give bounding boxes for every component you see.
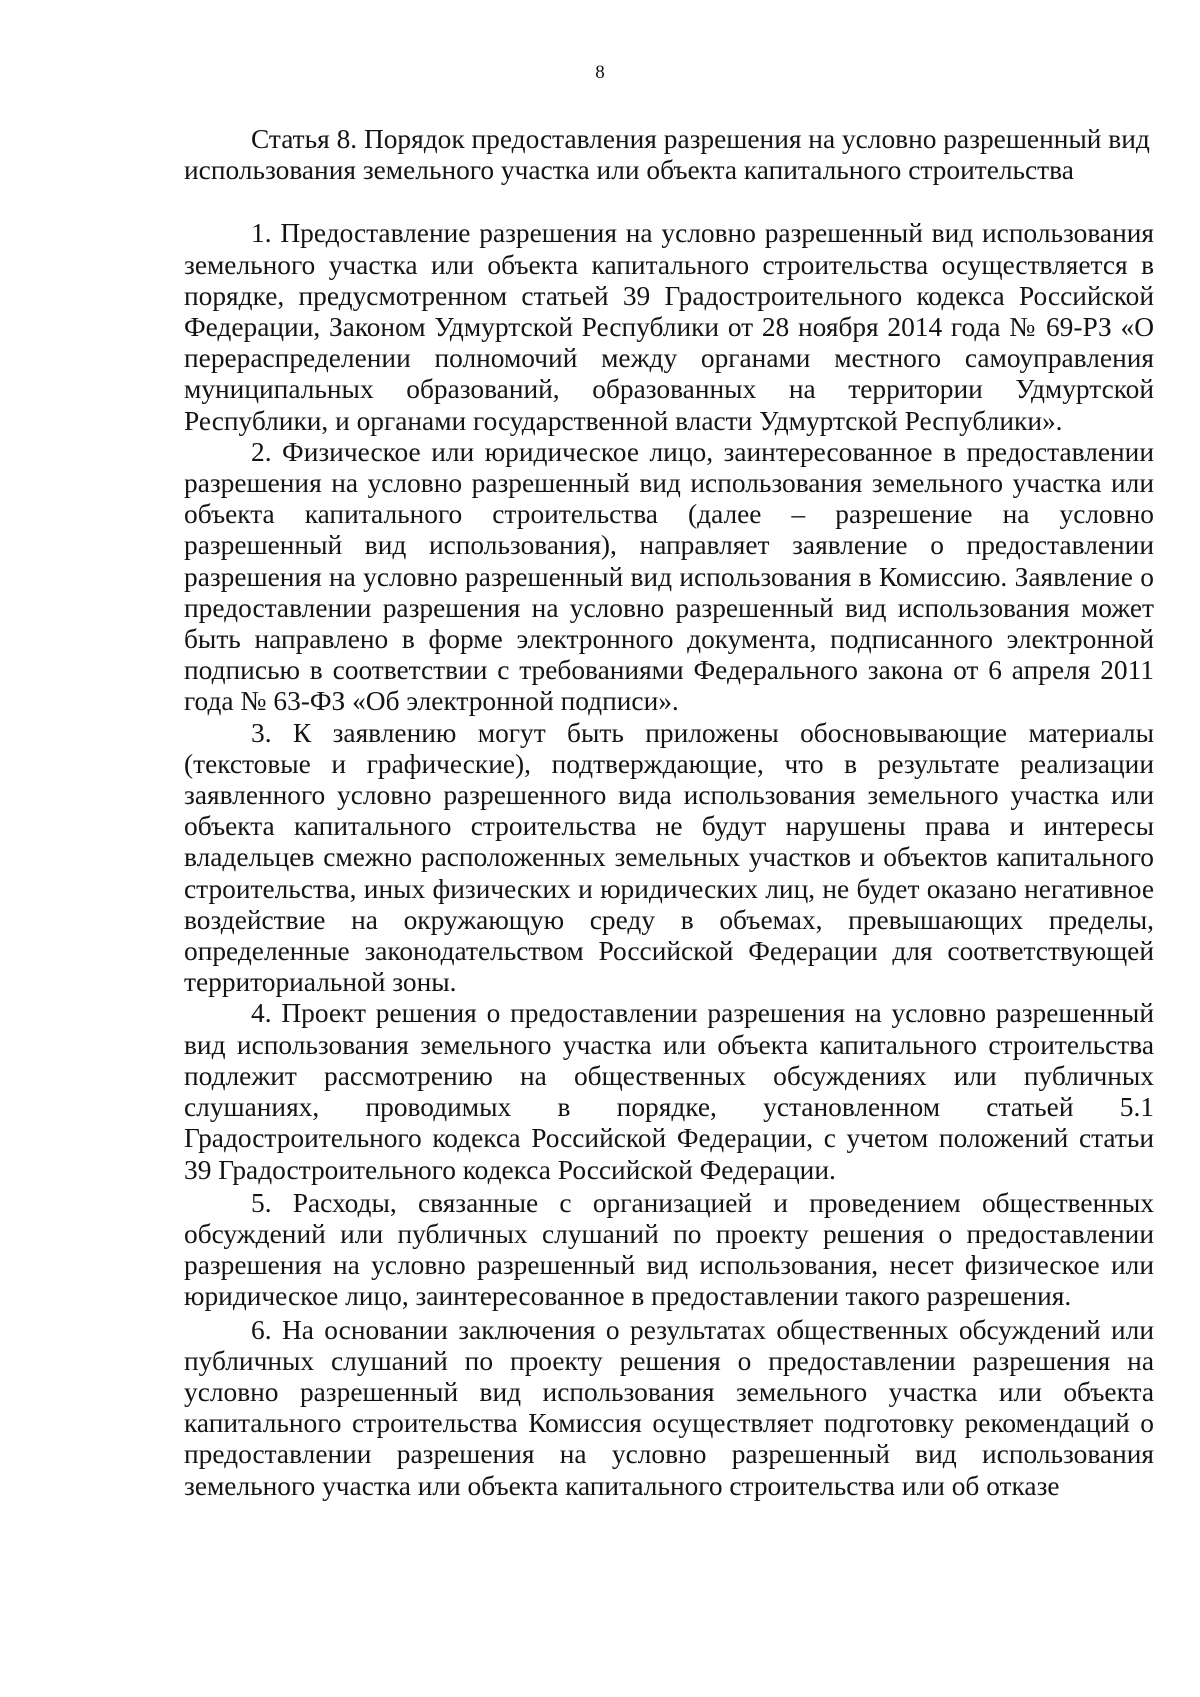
paragraph-2: 2. Физическое или юридическое лицо, заинтересованное в предоставлении разрешения на условно разрешенный вид использования земельного участка или объекта капитального строительства (далее – разрешение на условно разрешенный вид использования), направляет заявление о предоставлении разрешения на условно разрешенный вид использования в Комиссию. Заявление о предоставлении разрешения на условно разрешенный вид использования может быть направлено в форме электронного документа, подписанного электронной подписью в соответствии с требованиями Федерального закона от 6 апреля 2011 года № 63-ФЗ «Об электронной подписи». bbox=[184, 436, 1154, 717]
paragraph-3: 3. К заявлению могут быть приложены обосновывающие материалы (текстовые и графические), подтверждающие, что в результате реализации заявленного условно разрешенного вида использования земельного участка или объекта капитального строительства не будут нарушены права и интересы владельцев смежно расположенных земельных участков и объектов капитального строительства, иных физических и юридических лиц, не будет оказано негативное воздействие на окружающую среду в объемах, превышающих пределы, определенные законодательством Российской Федерации для соответствующей территориальной зоны. bbox=[184, 717, 1154, 998]
paragraph-4: 4. Проект решения о предоставлении разрешения на условно разрешенный вид использования земельного участка или объекта капитального строительства подлежит рассмотрению на общественных обсуждениях или публичных слушаниях, проводимых в порядке, установленном статьей 5.1 Градостроительного кодекса Российской Федерации, с учетом положений статьи 39 Градостроительного кодекса Российской Федерации. bbox=[184, 998, 1154, 1185]
paragraph-5: 5. Расходы, связанные с организацией и проведением общественных обсуждений или публичных слушаний по проекту решения о предоставлении разрешения на условно разрешенный вид использования, несет физическое или юридическое лицо, заинтересованное в предоставлении такого разрешения. bbox=[184, 1187, 1154, 1312]
article-heading: Статья 8. Порядок предоставления разрешения на условно разрешенный вид использования земельного участка или объекта капитального строительства bbox=[184, 124, 1150, 186]
page-number: 8 bbox=[595, 62, 605, 83]
article-body bbox=[184, 124, 1154, 1502]
paragraph-6: 6. На основании заключения о результатах общественных обсуждений или публичных слушаний по проекту решения о предоставлении разрешения на условно разрешенный вид использования земельного участка или объекта капитального строительства Комиссия осуществляет подготовку рекомендаций о предоставлении разрешения на условно разрешенный вид использования земельного участка или объекта капитального строительства или об отказе bbox=[184, 1314, 1154, 1501]
paragraph-1: 1. Предоставление разрешения на условно разрешенный вид использования земельного участка или объекта капитального строительства осуществляется в порядке, предусмотренном статьей 39 Градостроительного кодекса Российской Федерации, Законом Удмуртской Республики от 28 ноября 2014 года № 69-РЗ «О перераспределении полномочий между органами местного самоуправления муниципальных образований, образованных на территории Удмуртской Республики, и органами государственной власти Удмуртской Республики». bbox=[184, 218, 1154, 436]
